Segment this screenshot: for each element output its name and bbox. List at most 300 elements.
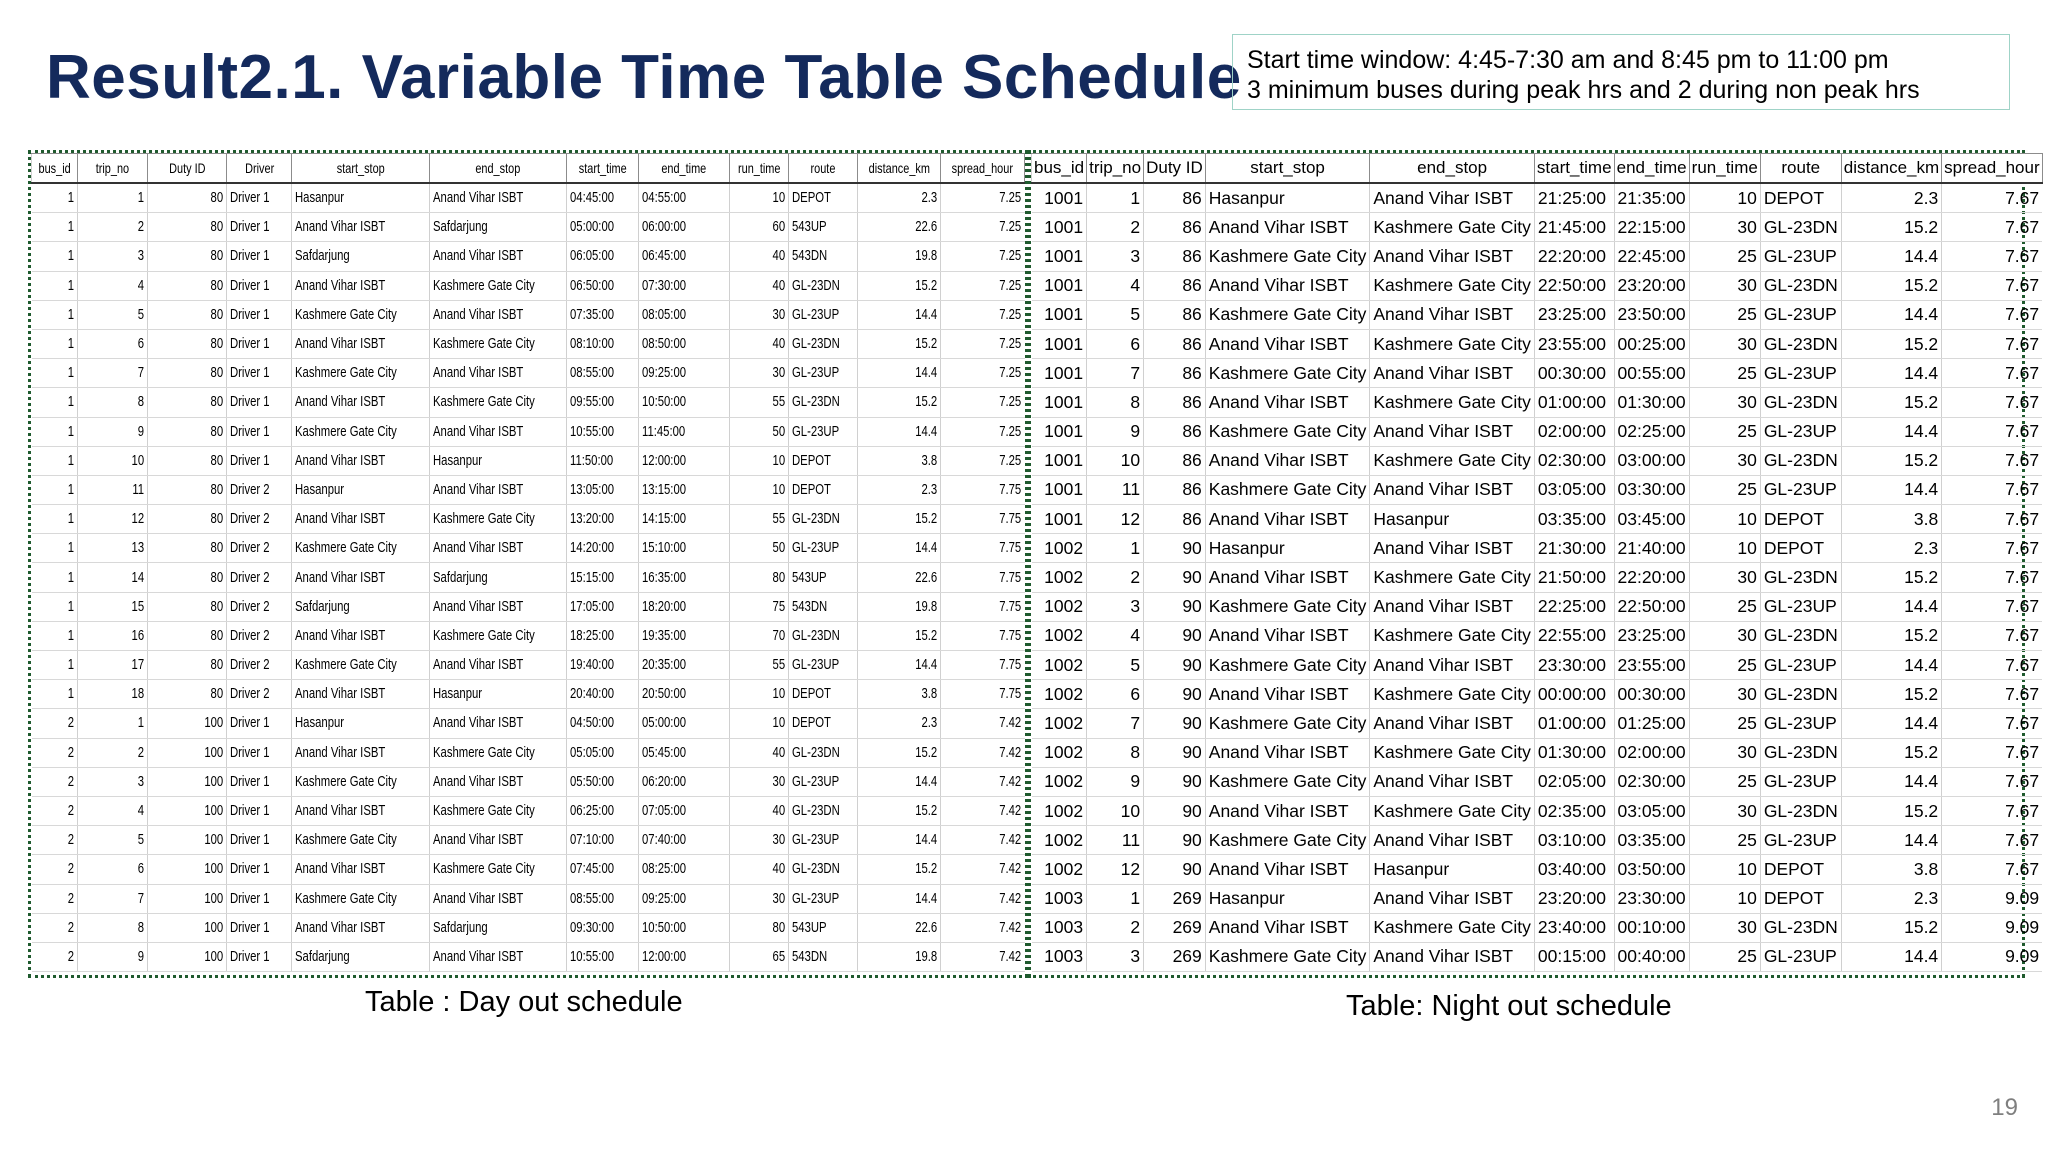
cell-value: Anand Vihar ISBT (432, 248, 524, 265)
table-cell (227, 767, 292, 796)
column-header-label: start_time (1536, 158, 1612, 177)
cell-value: 7.75 (999, 627, 1022, 644)
table-cell (1032, 359, 1087, 388)
cell-value: 30 (772, 773, 786, 790)
table-row (1032, 621, 2043, 650)
column-header-label: spread_hour (1944, 158, 2040, 177)
table-cell (1614, 183, 1689, 213)
table-cell (1760, 505, 1841, 534)
table-cell (292, 767, 430, 796)
cell-value: 9 (1130, 771, 1141, 792)
cell-value: 7.42 (999, 861, 1022, 878)
cell-value: Anand Vihar ISBT (432, 540, 524, 557)
cell-value: 25 (1737, 596, 1757, 617)
cell-value: 1 (67, 511, 75, 528)
cell-value: 14.4 (1904, 946, 1939, 967)
table-cell (1144, 271, 1206, 300)
table-cell (1841, 563, 1941, 592)
table-cell (1760, 446, 1841, 475)
table-cell (78, 213, 148, 242)
cell-value: 1 (67, 336, 75, 353)
table-cell (148, 767, 227, 796)
table-cell (857, 767, 941, 796)
table-cell (1534, 767, 1614, 796)
cell-value: Anand Vihar ISBT (432, 948, 524, 965)
table-cell (789, 300, 857, 329)
table-cell (32, 913, 78, 942)
table-cell (1614, 826, 1689, 855)
cell-value: Anand Vihar ISBT (432, 190, 524, 207)
table-cell (32, 417, 78, 446)
cell-value: 1002 (1044, 858, 1084, 879)
table-cell (941, 359, 1025, 388)
table-cell (1144, 475, 1206, 504)
table-cell (1760, 563, 1841, 592)
cell-value: 8 (137, 394, 144, 411)
table-cell (1205, 534, 1370, 563)
cell-value: 15.2 (915, 277, 938, 294)
table-row (1032, 826, 2043, 855)
cell-value: 25 (1737, 421, 1757, 442)
table-cell (1614, 884, 1689, 913)
cell-value: 7.67 (2005, 537, 2040, 558)
cell-value: 06:05:00 (570, 248, 615, 265)
table-cell (1614, 767, 1689, 796)
cell-value: 7.25 (999, 277, 1022, 294)
table-cell (1087, 475, 1144, 504)
table-cell (857, 417, 941, 446)
table-cell (1087, 592, 1144, 621)
table-cell (227, 271, 292, 300)
cell-value: 1002 (1044, 625, 1084, 646)
table-cell (1942, 446, 2042, 475)
table-cell (148, 475, 227, 504)
table-cell (1760, 680, 1841, 709)
cell-value: 10 (1120, 800, 1141, 821)
cell-value: Driver 2 (230, 481, 271, 498)
table-cell (32, 388, 78, 417)
table-cell (567, 446, 639, 475)
column-header (429, 154, 567, 184)
cell-value: 07:35:00 (570, 306, 615, 323)
cell-value: Driver 1 (230, 336, 271, 353)
table-cell (1534, 534, 1614, 563)
cell-value: GL-23UP (1763, 245, 1837, 266)
cell-value: GL-23UP (792, 540, 840, 557)
table-cell (567, 826, 639, 855)
cell-value: 03:00:00 (1617, 450, 1686, 471)
cell-value: 86 (1182, 508, 1202, 529)
column-header-label: run_time (1691, 158, 1758, 177)
cell-value: 50 (772, 540, 786, 557)
table-cell (1841, 796, 1941, 825)
cell-value: 7.67 (2005, 245, 2040, 266)
night-table-caption: Table: Night out schedule (1346, 990, 1672, 1022)
cell-value: Hasanpur (295, 481, 345, 498)
table-cell (639, 621, 730, 650)
table-cell (1841, 826, 1941, 855)
cell-value: 13:15:00 (642, 481, 687, 498)
cell-value: 80 (210, 598, 224, 615)
cell-value: Driver 1 (230, 744, 271, 761)
cell-value: 00:30:00 (1617, 683, 1686, 704)
cell-value: 40 (772, 248, 786, 265)
table-cell (1032, 680, 1087, 709)
table-cell (567, 359, 639, 388)
table-cell (1841, 738, 1941, 767)
cell-value: 16:35:00 (642, 569, 687, 586)
cell-value: 9 (1130, 421, 1141, 442)
cell-value: Anand Vihar ISBT (295, 744, 386, 761)
cell-value: Driver 1 (230, 948, 271, 965)
table-cell (1032, 767, 1087, 796)
table-cell (1614, 242, 1689, 271)
table-row (32, 884, 1025, 913)
cell-value: 50 (772, 423, 786, 440)
page-number: 19 (1991, 1094, 2018, 1121)
cell-value: 21:25:00 (1537, 187, 1607, 208)
cell-value: 80 (210, 336, 224, 353)
table-cell (567, 855, 639, 884)
table-row (32, 183, 1025, 213)
table-cell (78, 388, 148, 417)
table-cell (148, 359, 227, 388)
cell-value: 1002 (1044, 683, 1084, 704)
table-cell (1144, 388, 1206, 417)
table-cell (1032, 621, 1087, 650)
cell-value: Kashmere Gate City (432, 861, 535, 878)
cell-value: GL-23UP (1763, 596, 1837, 617)
table-cell (148, 242, 227, 271)
table-cell (1087, 271, 1144, 300)
cell-value: 7.67 (2005, 362, 2040, 383)
table-cell (789, 709, 857, 738)
cell-value: 1 (67, 190, 75, 207)
table-cell (1614, 475, 1689, 504)
table-cell (1942, 913, 2042, 942)
table-cell (1760, 475, 1841, 504)
cell-value: 25 (1737, 654, 1757, 675)
cell-value: GL-23UP (792, 365, 840, 382)
table-cell (1205, 884, 1370, 913)
cell-value: 04:55:00 (642, 190, 687, 207)
cell-value: 6 (1130, 333, 1141, 354)
cell-value: 00:25:00 (1617, 333, 1686, 354)
cell-value: 100 (204, 803, 224, 820)
cell-value: 7.75 (999, 598, 1022, 615)
table-cell (857, 475, 941, 504)
cell-value: 1 (67, 540, 75, 557)
table-cell (639, 388, 730, 417)
table-cell (1087, 329, 1144, 358)
cell-value: GL-23DN (1763, 391, 1838, 412)
cell-value: 40 (772, 277, 786, 294)
column-header-label: Driver (244, 160, 274, 176)
cell-value: 23:30:00 (1537, 654, 1607, 675)
cell-value: 7.42 (999, 832, 1022, 849)
cell-value: 22.6 (915, 919, 938, 936)
cell-value: Anand Vihar ISBT (295, 277, 386, 294)
table-cell (567, 329, 639, 358)
table-cell (730, 359, 789, 388)
table-cell (292, 417, 430, 446)
cell-value: 30 (1737, 742, 1757, 763)
table-cell (1032, 213, 1087, 242)
table-row (32, 913, 1025, 942)
table-cell (1614, 505, 1689, 534)
cell-value: 15.2 (915, 394, 938, 411)
cell-value: Kashmere Gate City (295, 365, 398, 382)
cell-value: 5 (137, 832, 144, 849)
cell-value: 1002 (1044, 771, 1084, 792)
table-cell (1087, 942, 1144, 971)
table-cell (429, 796, 567, 825)
cell-value: 86 (1182, 245, 1202, 266)
cell-value: Anand Vihar ISBT (432, 890, 524, 907)
cell-value: 20:50:00 (642, 686, 687, 703)
cell-value: 7 (1130, 362, 1141, 383)
table-cell (148, 913, 227, 942)
cell-value: 05:00:00 (642, 715, 687, 732)
cell-value: 3 (1130, 245, 1141, 266)
table-cell (1205, 680, 1370, 709)
table-cell (429, 592, 567, 621)
table-cell (1534, 738, 1614, 767)
cell-value: Anand Vihar ISBT (432, 481, 524, 498)
cell-value: 05:05:00 (570, 744, 615, 761)
table-cell (1689, 534, 1760, 563)
cell-value: Safdarjung (432, 569, 488, 586)
cell-value: Anand Vihar ISBT (1208, 391, 1349, 412)
table-cell (1087, 680, 1144, 709)
cell-value: 3 (1130, 596, 1141, 617)
table-row (32, 767, 1025, 796)
table-cell (227, 738, 292, 767)
column-header (78, 154, 148, 184)
cell-value: 14.4 (915, 306, 938, 323)
cell-value: 8 (137, 919, 144, 936)
cell-value: Anand Vihar ISBT (1373, 771, 1514, 792)
cell-value: 80 (210, 277, 224, 294)
cell-value: 14:15:00 (642, 511, 687, 528)
cell-value: 7.42 (999, 715, 1022, 732)
table-cell (227, 213, 292, 242)
cell-value: 22.6 (915, 219, 938, 236)
table-cell (32, 475, 78, 504)
table-cell (1087, 826, 1144, 855)
table-cell (1087, 417, 1144, 446)
cell-value: 80 (210, 627, 224, 644)
cell-value: GL-23UP (1763, 421, 1837, 442)
table-cell (1144, 329, 1206, 358)
cell-value: Kashmere Gate City (295, 773, 398, 790)
cell-value: 15.2 (915, 803, 938, 820)
table-cell (941, 417, 1025, 446)
cell-value: DEPOT (792, 715, 832, 732)
table-cell (1032, 271, 1087, 300)
cell-value: Anand Vihar ISBT (1208, 858, 1349, 879)
cell-value: 25 (1737, 479, 1757, 500)
table-cell (1205, 592, 1370, 621)
table-cell (857, 446, 941, 475)
cell-value: 1001 (1044, 245, 1084, 266)
column-header (1144, 154, 1206, 184)
cell-value: 80 (210, 540, 224, 557)
cell-value: 100 (204, 919, 224, 936)
cell-value: Anand Vihar ISBT (295, 861, 386, 878)
table-cell (148, 942, 227, 971)
table-cell (1534, 213, 1614, 242)
cell-value: 19.8 (915, 598, 938, 615)
table-cell (639, 475, 730, 504)
table-cell (148, 592, 227, 621)
table-cell (227, 680, 292, 709)
cell-value: 3.8 (921, 686, 938, 703)
table-cell (1614, 592, 1689, 621)
cell-value: 20:40:00 (570, 686, 615, 703)
cell-value: 21:50:00 (1537, 567, 1607, 588)
cell-value: 1 (67, 423, 75, 440)
cell-value: 02:05:00 (1537, 771, 1607, 792)
table-cell (429, 855, 567, 884)
column-header-label: end_time (1616, 158, 1687, 177)
table-row (32, 388, 1025, 417)
table-cell (292, 855, 430, 884)
cell-value: Anand Vihar ISBT (1373, 654, 1514, 675)
cell-value: Anand Vihar ISBT (295, 569, 386, 586)
cell-value: Anand Vihar ISBT (1373, 537, 1514, 558)
cell-value: 4 (137, 803, 144, 820)
cell-value: 6 (137, 861, 144, 878)
table-cell (1144, 505, 1206, 534)
table-cell (730, 767, 789, 796)
table-cell (1087, 388, 1144, 417)
table-cell (1032, 242, 1087, 271)
table-cell (1760, 796, 1841, 825)
table-cell (1087, 505, 1144, 534)
table-row (32, 592, 1025, 621)
table-cell (730, 738, 789, 767)
table-cell (227, 300, 292, 329)
table-cell (1760, 417, 1841, 446)
table-cell (1087, 796, 1144, 825)
table-cell (789, 621, 857, 650)
table-cell (429, 913, 567, 942)
cell-value: 25 (1737, 362, 1757, 383)
cell-value: DEPOT (1763, 537, 1825, 558)
cell-value: 2 (137, 744, 144, 761)
cell-value: 30 (1737, 917, 1757, 938)
cell-value: 1 (67, 657, 75, 674)
table-cell (730, 913, 789, 942)
table-cell (227, 417, 292, 446)
table-cell (1689, 563, 1760, 592)
cell-value: 90 (1182, 829, 1202, 850)
table-cell (639, 417, 730, 446)
table-cell (148, 826, 227, 855)
table-cell (730, 884, 789, 913)
table-cell (941, 388, 1025, 417)
cell-value: 04:50:00 (570, 715, 615, 732)
table-row (1032, 388, 2043, 417)
cell-value: GL-23UP (792, 423, 840, 440)
cell-value: 12:00:00 (642, 452, 687, 469)
column-header-label: bus_id (1034, 158, 1085, 177)
cell-value: 7.75 (999, 686, 1022, 703)
cell-value: 1 (67, 481, 75, 498)
cell-value: 15.2 (915, 336, 938, 353)
cell-value: 8 (1130, 391, 1141, 412)
cell-value: Anand Vihar ISBT (1208, 567, 1349, 588)
cell-value: 1 (67, 219, 75, 236)
cell-value: 14.4 (1904, 479, 1939, 500)
table-cell (148, 680, 227, 709)
column-header (941, 154, 1025, 184)
cell-value: 10 (1737, 508, 1757, 529)
cell-value: 22:55:00 (1537, 625, 1607, 646)
table-cell (1205, 505, 1370, 534)
cell-value: 7.25 (999, 423, 1022, 440)
cell-value: Anand Vihar ISBT (1208, 742, 1349, 763)
table-cell (1370, 534, 1535, 563)
table-cell (1205, 942, 1370, 971)
table-cell (78, 271, 148, 300)
cell-value: Driver 2 (230, 598, 271, 615)
column-header (1760, 154, 1841, 184)
cell-value: 15.2 (915, 511, 938, 528)
table-cell (1689, 417, 1760, 446)
table-cell (639, 767, 730, 796)
cell-value: Driver 1 (230, 803, 271, 820)
cell-value: 12 (1120, 508, 1141, 529)
cell-value: 14.4 (1904, 829, 1939, 850)
cell-value: DEPOT (792, 452, 832, 469)
table-cell (1087, 563, 1144, 592)
table-cell (941, 855, 1025, 884)
table-cell (639, 884, 730, 913)
cell-value: 5 (1130, 304, 1141, 325)
cell-value: Anand Vihar ISBT (1373, 245, 1514, 266)
table-cell (789, 884, 857, 913)
table-cell (32, 942, 78, 971)
table-cell (639, 505, 730, 534)
table-cell (429, 388, 567, 417)
table-cell (1032, 446, 1087, 475)
table-row (32, 534, 1025, 563)
table-cell (639, 738, 730, 767)
cell-value: Kashmere Gate City (432, 277, 535, 294)
table-cell (730, 213, 789, 242)
table-row (32, 300, 1025, 329)
cell-value: 08:50:00 (642, 336, 687, 353)
table-cell (292, 592, 430, 621)
column-header (730, 154, 789, 184)
table-cell (1841, 505, 1941, 534)
cell-value: 90 (1182, 683, 1202, 704)
cell-value: GL-23DN (1763, 275, 1838, 296)
table-cell (78, 913, 148, 942)
cell-value: 07:45:00 (570, 861, 615, 878)
cell-value: Driver 1 (230, 861, 271, 878)
cell-value: Kashmere Gate City (1208, 654, 1367, 675)
table-cell (1370, 680, 1535, 709)
cell-value: 30 (772, 832, 786, 849)
cell-value: GL-23DN (1763, 625, 1838, 646)
table-cell (429, 884, 567, 913)
table-cell (857, 359, 941, 388)
table-cell (1841, 621, 1941, 650)
cell-value: 7.67 (2005, 596, 2040, 617)
